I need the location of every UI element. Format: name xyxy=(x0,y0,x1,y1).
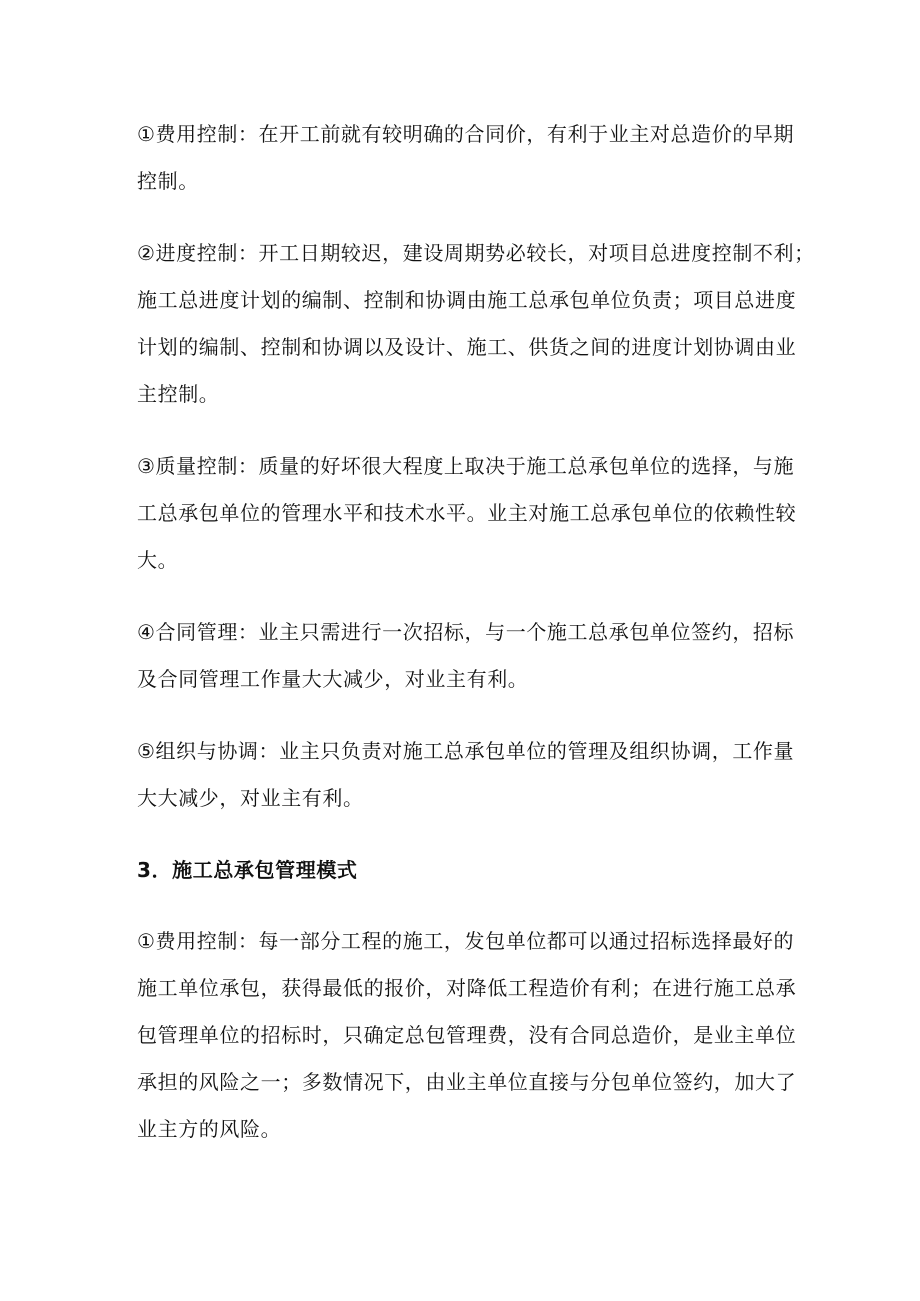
text-line: 工总承包单位的管理水平和技术水平。业主对施工总承包单位的依赖性较 xyxy=(137,501,797,525)
text-line: 大大减少，对业主有利。 xyxy=(137,786,364,810)
text-line: 包管理单位的招标时，只确定总包管理费，没有合同总造价，是业主单位 xyxy=(137,1023,797,1047)
text-line: ①费用控制：在开工前就有较明确的合同价，有利于业主对总造价的早期 xyxy=(137,122,795,146)
text-line: 及合同管理工作量大大减少，对业主有利。 xyxy=(137,667,529,691)
text-line: 大。 xyxy=(137,548,179,572)
text-line: 主控制。 xyxy=(137,382,220,406)
section-heading: 3．施工总承包管理模式 xyxy=(137,858,358,882)
text-line: ①费用控制：每一部分工程的施工，发包单位都可以通过招标选择最好的 xyxy=(137,929,795,953)
text-line: 计划的编制、控制和协调以及设计、施工、供货之间的进度计划协调由业 xyxy=(137,335,797,359)
text-line: 施工总进度计划的编制、控制和协调由施工总承包单位负责；项目总进度 xyxy=(137,288,797,312)
text-line: ④合同管理：业主只需进行一次招标，与一个施工总承包单位签约，招标 xyxy=(137,620,795,644)
text-line: 承担的风险之一；多数情况下，由业主单位直接与分包单位签约，加大了 xyxy=(137,1070,797,1094)
text-line: 控制。 xyxy=(137,169,199,193)
text-line: ②进度控制：开工日期较迟，建设周期势必较长，对项目总进度控制不利； xyxy=(137,241,815,265)
text-line: ③质量控制：质量的好坏很大程度上取决于施工总承包单位的选择，与施 xyxy=(137,454,795,478)
text-line: ⑤组织与协调：业主只负责对施工总承包单位的管理及组织协调，工作量 xyxy=(137,739,795,763)
text-line: 施工单位承包，获得最低的报价，对降低工程造价有利；在进行施工总承 xyxy=(137,976,797,1000)
text-line: 业主方的风险。 xyxy=(137,1117,282,1141)
